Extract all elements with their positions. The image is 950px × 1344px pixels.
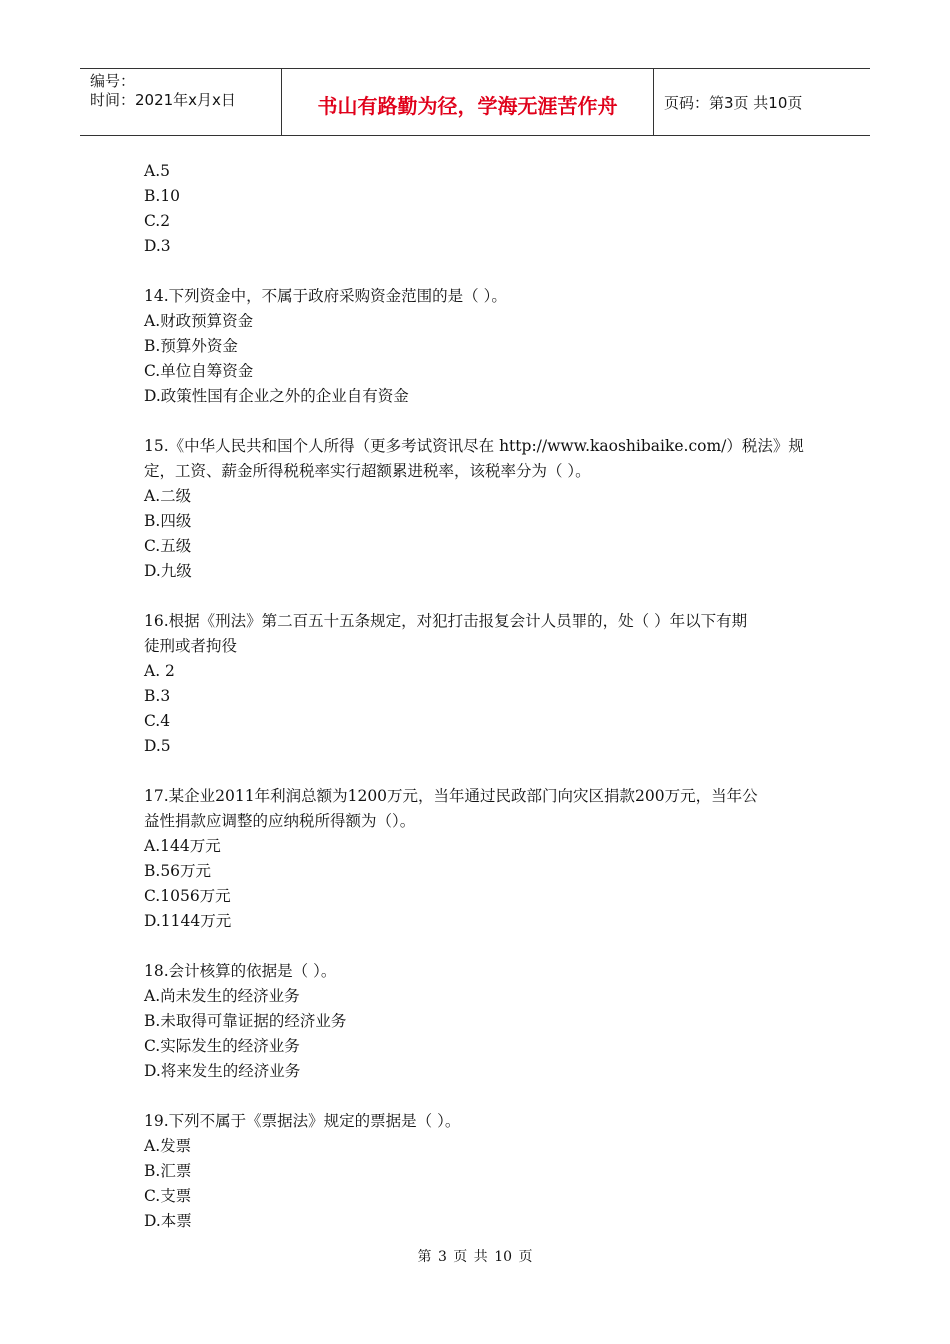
answer-option: A.财政预算资金 bbox=[144, 312, 254, 330]
answer-option: A. 2 bbox=[144, 662, 175, 680]
answer-option: C.支票 bbox=[144, 1187, 192, 1205]
answer-option: D.3 bbox=[144, 237, 171, 255]
answer-option: B.预算外资金 bbox=[144, 337, 238, 355]
answer-option: B.汇票 bbox=[144, 1162, 192, 1180]
answer-option: B.未取得可靠证据的经济业务 bbox=[144, 1012, 347, 1030]
question-block bbox=[144, 434, 814, 584]
question-stem-line: 徒刑或者拘役 bbox=[144, 637, 238, 655]
question-block bbox=[144, 959, 814, 1084]
answer-option: C.实际发生的经济业务 bbox=[144, 1037, 300, 1055]
question-stem-line: 19.下列不属于《票据法》规定的票据是（ ）。 bbox=[144, 1112, 461, 1130]
question-block bbox=[144, 284, 814, 409]
number-label: 编号： bbox=[90, 72, 136, 90]
question-stem-line: 14.下列资金中，不属于政府采购资金范围的是（ ）。 bbox=[144, 287, 507, 305]
answer-option: A.尚未发生的经济业务 bbox=[144, 987, 300, 1005]
answer-option: D.九级 bbox=[144, 562, 192, 580]
question-block bbox=[144, 609, 814, 759]
header-motto: 书山有路勤为径，学海无涯苦作舟 bbox=[282, 69, 654, 135]
question-stem-line: 18.会计核算的依据是（ ）。 bbox=[144, 962, 337, 980]
time-label: 时间：2021年x月x日 bbox=[90, 91, 236, 109]
question-block bbox=[144, 159, 814, 259]
header-page-code: 页码：第3页 共10页 bbox=[664, 93, 803, 112]
answer-option: D.将来发生的经济业务 bbox=[144, 1062, 301, 1080]
answer-option: D.政策性国有企业之外的企业自有资金 bbox=[144, 387, 409, 405]
answer-option: D.本票 bbox=[144, 1212, 192, 1230]
page-footer: 第 3 页 共 10 页 bbox=[417, 1249, 533, 1265]
answer-option: B.四级 bbox=[144, 512, 192, 530]
question-stem-line: 益性捐款应调整的应纳税所得额为（）。 bbox=[144, 812, 416, 830]
answer-option: B.56万元 bbox=[144, 862, 212, 880]
question-block bbox=[144, 1109, 814, 1234]
answer-option: A.144万元 bbox=[144, 837, 221, 855]
question-stem-line: 定，工资、薪金所得税税率实行超额累进税率，该税率分为（ ）。 bbox=[144, 462, 591, 480]
answer-option: C.2 bbox=[144, 212, 171, 230]
answer-option: B.3 bbox=[144, 687, 171, 705]
question-list bbox=[144, 159, 814, 1259]
answer-option: A.二级 bbox=[144, 487, 192, 505]
answer-option: C.单位自筹资金 bbox=[144, 362, 254, 380]
question-stem-line: 15.《中华人民共和国个人所得（更多考试资讯尽在 http://www.kaoshibaike.com/）税法》规 bbox=[144, 437, 804, 455]
page-header bbox=[80, 68, 870, 136]
question-stem-line: 16.根据《刑法》第二百五十五条规定，对犯打击报复会计人员罪的，处（ ）年以下有期 bbox=[144, 612, 748, 630]
answer-option: C.五级 bbox=[144, 537, 192, 555]
answer-option: A.发票 bbox=[144, 1137, 192, 1155]
answer-option: D.5 bbox=[144, 737, 171, 755]
answer-option: C.1056万元 bbox=[144, 887, 231, 905]
answer-option: C.4 bbox=[144, 712, 171, 730]
answer-option: A.5 bbox=[144, 162, 170, 180]
header-meta bbox=[80, 69, 282, 135]
question-stem-line: 17.某企业2011年利润总额为1200万元，当年通过民政部门向灾区捐款200万元，当年公 bbox=[144, 787, 758, 805]
question-block bbox=[144, 784, 814, 934]
answer-option: D.1144万元 bbox=[144, 912, 232, 930]
answer-option: B.10 bbox=[144, 187, 181, 205]
